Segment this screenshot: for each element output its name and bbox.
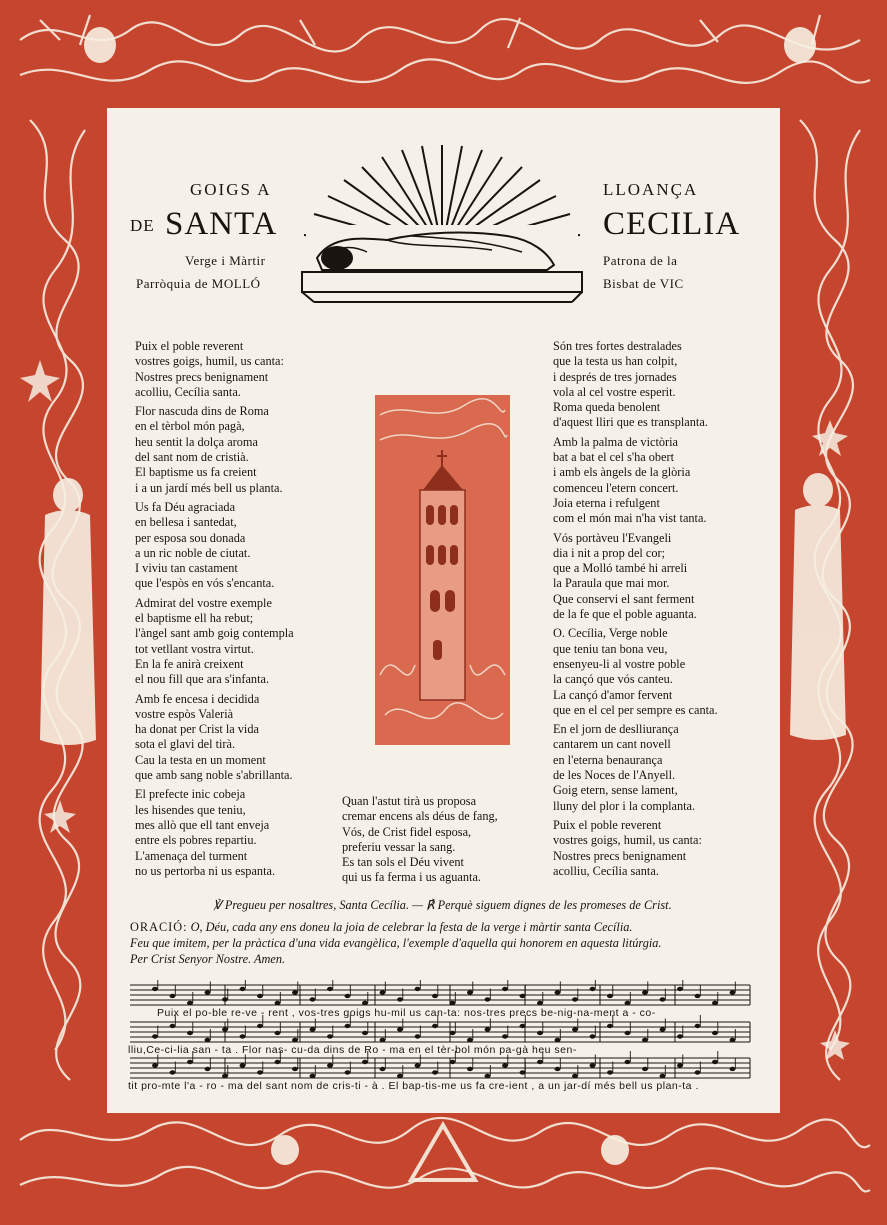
- note-head: [502, 1063, 508, 1067]
- note-head: [310, 997, 316, 1001]
- verse-line: Joia eterna i refulgent: [553, 495, 660, 510]
- verse-line: cantarem un cant novell: [553, 737, 671, 752]
- verse-line: Quan l'astut tirà us proposa: [342, 794, 477, 808]
- verse-line: Que conservi el sant ferment: [553, 591, 695, 606]
- note-head: [152, 1034, 158, 1038]
- note-head: [240, 1063, 246, 1067]
- subtitle-parroquia: Parròquia de MOLLÓ: [136, 276, 261, 291]
- note-head: [572, 1027, 578, 1031]
- note-head: [695, 994, 701, 998]
- verse-line: Vós portàveu l'Evangeli: [553, 530, 672, 545]
- note-head: [555, 990, 561, 994]
- note-head: [642, 1038, 648, 1042]
- verse-line: que la testa us han colpit,: [553, 354, 678, 369]
- verse-line: en bellesa i santedat,: [135, 515, 237, 530]
- title-de: DE: [130, 216, 155, 235]
- verse-line: que amb sang noble s'abrillanta.: [135, 768, 293, 783]
- note-head: [537, 1060, 543, 1064]
- verse-line: que a Molló també hi arreli: [553, 561, 688, 576]
- verse-line: heu sentit la dolça aroma: [135, 434, 258, 449]
- note-head: [187, 1031, 193, 1035]
- verse-line: Vós, de Crist fidel esposa,: [342, 824, 472, 839]
- verse-line: que teniu tan bona veu,: [553, 641, 668, 656]
- stanza: [553, 531, 718, 623]
- note-head: [555, 1038, 561, 1042]
- note-head: [362, 1001, 368, 1005]
- verse-line: Amb fe encesa i decidida: [135, 691, 260, 706]
- verse-line: del sant nom de cristià.: [135, 450, 249, 465]
- note-head: [310, 1074, 316, 1078]
- note-head: [467, 1067, 473, 1071]
- verse-line: Admirat del vostre exemple: [135, 595, 272, 610]
- title-santa: SANTA: [165, 206, 278, 242]
- verse-line: preferiu vessar la sang.: [342, 839, 456, 854]
- note-head: [537, 1001, 543, 1005]
- note-head: [152, 1063, 158, 1067]
- verse-line: i després de tres jornades: [553, 369, 677, 384]
- subtitle-verge: Verge i Màrtir: [185, 253, 266, 268]
- verse-line: acolliu, Cecília santa.: [553, 863, 659, 878]
- verse-line: Amb la palma de victòria: [553, 434, 678, 449]
- oracio-label: ORACIÓ:: [130, 920, 188, 934]
- oracio-text1: O, Déu, cada any ens doneu la joia de celebrar la festa de la verge i màrtir santa Cecília.: [190, 920, 633, 934]
- note-head: [257, 1024, 263, 1028]
- verse-line: sota el glavi del tirà.: [135, 737, 236, 752]
- note-head: [467, 990, 473, 994]
- note-head: [292, 990, 298, 994]
- stanza: [135, 500, 294, 592]
- note-head: [205, 990, 211, 994]
- verse-line: El baptisme us fa creient: [135, 465, 257, 480]
- prayer-block: [130, 897, 755, 967]
- note-head: [170, 994, 176, 998]
- note-head: [327, 1063, 333, 1067]
- title-lloanca: LLOANÇA: [603, 180, 699, 199]
- verse-line: el nou fill que ara s'infanta.: [135, 672, 270, 687]
- note-head: [362, 1060, 368, 1064]
- verse-line: vostre espòs Valerià: [135, 706, 234, 721]
- note-head: [397, 1027, 403, 1031]
- note-head: [572, 997, 578, 1001]
- note-head: [660, 1074, 666, 1078]
- verse-line: Es tan sols el Déu vivent: [342, 855, 464, 870]
- stanza: [135, 596, 294, 688]
- note-head: [380, 1038, 386, 1042]
- middle-stanza: [342, 794, 498, 890]
- verse-line: l'àngel sant amb goig contempla: [135, 626, 294, 641]
- note-head: [432, 1024, 438, 1028]
- note-head: [730, 1067, 736, 1071]
- verse-line: de les Noces de l'Anyell.: [553, 768, 676, 783]
- note-head: [485, 1074, 491, 1078]
- note-head: [485, 1027, 491, 1031]
- verse-line: Flor nascuda dins de Roma: [135, 404, 269, 419]
- verse-line: Roma queda benolent: [553, 400, 661, 415]
- note-head: [292, 1067, 298, 1071]
- verse-line: La cançó d'amor fervent: [553, 687, 673, 702]
- stanza: [553, 339, 718, 431]
- verse-line: vostres goigs, humil, us canta:: [553, 833, 702, 848]
- note-head: [642, 1067, 648, 1071]
- note-head: [187, 1001, 193, 1005]
- verse-line: Us fa Déu agraciada: [135, 499, 236, 514]
- verse-line: El prefecte inic cobeja: [135, 787, 246, 802]
- note-head: [730, 1038, 736, 1042]
- note-head: [485, 997, 491, 1001]
- note-head: [625, 1001, 631, 1005]
- note-head: [380, 1067, 386, 1071]
- stanza: [135, 787, 294, 879]
- note-head: [152, 987, 158, 991]
- note-head: [590, 1063, 596, 1067]
- note-head: [537, 1031, 543, 1035]
- note-head: [310, 1027, 316, 1031]
- note-head: [205, 1038, 211, 1042]
- verse-line: vola al cel vostre esperit.: [553, 384, 676, 399]
- left-stanzas: [135, 339, 294, 883]
- verse-line: dia i nit a prop del cor;: [553, 545, 666, 560]
- stanza: [553, 435, 718, 527]
- title-goigs-a: GOIGS A: [190, 180, 272, 199]
- verse-line: d'aquest lliri que es transplanta.: [553, 415, 708, 430]
- subtitle-bisbat: Bisbat de VIC: [603, 276, 684, 291]
- note-head: [362, 1031, 368, 1035]
- verse-line: les hisendes que teniu,: [135, 802, 246, 817]
- note-head: [292, 1038, 298, 1042]
- verse-line: mes allò que ell tant enveja: [135, 817, 270, 832]
- verse-line: que l'espòs en vós s'encanta.: [135, 576, 275, 591]
- note-head: [432, 994, 438, 998]
- note-head: [467, 1038, 473, 1042]
- verse-line: acolliu, Cecília santa.: [135, 384, 241, 399]
- note-head: [695, 1024, 701, 1028]
- verse-line: entre els pobres repartiu.: [135, 833, 257, 848]
- note-head: [642, 990, 648, 994]
- verse-line: Nostres precs benignament: [553, 848, 687, 863]
- stanza: [135, 404, 294, 496]
- stanza: [342, 794, 498, 886]
- verse-line: Puix el poble reverent: [553, 817, 662, 832]
- note-head: [625, 1031, 631, 1035]
- verse-line: no us pertorba ni us espanta.: [135, 863, 276, 878]
- note-head: [712, 1001, 718, 1005]
- note-head: [415, 987, 421, 991]
- verse-line: bat a bat el cel s'ha obert: [553, 450, 675, 465]
- lyrics-line1: Puix el po-ble re-ve - rent , vos-tres goigs hu-mil us can-ta: nos-tres precs be-nig-na-ment a - co-: [157, 1007, 656, 1019]
- verse-line: i amb els àngels de la glòria: [553, 465, 691, 480]
- saint-cecilia-woodcut: [292, 140, 592, 315]
- note-head: [275, 1060, 281, 1064]
- note-head: [240, 1034, 246, 1038]
- verse-line: a un ric noble de ciutat.: [135, 545, 251, 560]
- verse-line: que en el cel per sempre es canta.: [553, 702, 718, 717]
- note-head: [432, 1070, 438, 1074]
- note-head: [170, 1024, 176, 1028]
- oracio-text3: Per Crist Senyor Nostre. Amen.: [130, 952, 286, 966]
- note-head: [327, 1034, 333, 1038]
- music-score: [125, 980, 755, 1095]
- note-head: [572, 1074, 578, 1078]
- verse-line: Són tres fortes destralades: [553, 339, 682, 353]
- verse-line: lluny del plor i la complanta.: [553, 798, 696, 813]
- verse-line: el baptisme ell ha rebut;: [135, 611, 254, 626]
- note-head: [607, 1024, 613, 1028]
- verse-line: cremar encens als déus de fang,: [342, 809, 498, 824]
- note-head: [415, 1034, 421, 1038]
- verse-line: ha donat per Crist la vida: [135, 722, 259, 737]
- note-head: [607, 1070, 613, 1074]
- note-head: [380, 990, 386, 994]
- note-head: [555, 1067, 561, 1071]
- note-head: [345, 994, 351, 998]
- stanza: [135, 339, 294, 400]
- note-head: [590, 987, 596, 991]
- verse-line: Nostres precs benignament: [135, 369, 269, 384]
- note-head: [660, 1027, 666, 1031]
- verse-line: Puix el poble reverent: [135, 339, 244, 353]
- lyrics-line2: lliu,Ce-ci-lia san - ta . Flor nas- cu-da dins de Ro - ma en el tèr-bol món pa-gà heu sen-: [128, 1044, 577, 1056]
- verse-line: En el jorn de deslliurança: [553, 722, 679, 737]
- subtitle-patrona: Patrona de la: [603, 253, 678, 268]
- stanza: [553, 818, 718, 879]
- note-head: [187, 1060, 193, 1064]
- verse-line: en l'eterna benaurança: [553, 752, 663, 767]
- note-head: [590, 1034, 596, 1038]
- verse-line: Goig etern, sense lament,: [553, 783, 678, 798]
- verse-line: la cançó que vós canteu.: [553, 672, 673, 687]
- note-head: [730, 990, 736, 994]
- note-head: [502, 1034, 508, 1038]
- note-head: [677, 1034, 683, 1038]
- note-head: [257, 1070, 263, 1074]
- stanza: [553, 722, 718, 814]
- note-head: [625, 1060, 631, 1064]
- verse-line: com el món mai n'ha vist tanta.: [553, 511, 707, 526]
- versicle: ℣ Pregueu per nosaltres, Santa Cecília. — ℟ Perquè siguem dignes de les promeses de Crist.: [213, 898, 672, 912]
- note-head: [275, 1031, 281, 1035]
- verse-line: en el tèrbol món pagà,: [135, 419, 245, 434]
- note-head: [240, 987, 246, 991]
- verse-line: En la fe anirà creixent: [135, 656, 244, 671]
- note-head: [345, 1070, 351, 1074]
- note-head: [275, 1001, 281, 1005]
- note-head: [712, 1031, 718, 1035]
- note-head: [695, 1070, 701, 1074]
- verse-line: Cau la testa en un moment: [135, 752, 266, 767]
- note-head: [607, 994, 613, 998]
- verse-line: L'amenaça del turment: [135, 848, 248, 863]
- note-head: [677, 1063, 683, 1067]
- verse-line: per esposa sou donada: [135, 530, 246, 545]
- verse-line: qui us fa ferma i us aguanta.: [342, 870, 481, 885]
- title-cecilia: CECILIA: [603, 206, 741, 242]
- note-head: [397, 1074, 403, 1078]
- verse-line: I viviu tan castament: [135, 561, 238, 576]
- oracio-line1: [130, 919, 755, 935]
- note-head: [170, 1070, 176, 1074]
- note-head: [257, 994, 263, 998]
- bell-tower-woodcut: [375, 395, 510, 745]
- verse-line: comenceu l'etern concert.: [553, 480, 679, 495]
- note-head: [205, 1067, 211, 1071]
- note-head: [345, 1024, 351, 1028]
- verse-line: tot vetllant vostra virtut.: [135, 641, 254, 656]
- verse-line: vostres goigs, humil, us canta:: [135, 354, 284, 369]
- note-head: [397, 997, 403, 1001]
- stanza: [553, 626, 718, 718]
- stanza: [135, 692, 294, 784]
- verse-line: de la fe que el poble aguanta.: [553, 607, 697, 622]
- lyrics-line3: tit pro-mte l'a - ro - ma del sant nom de cris-ti - à . El bap-tis-me us fa cre-ient , a un jar-dí més bell us plan-ta .: [128, 1080, 699, 1092]
- verse-line: i a un jardí més bell us planta.: [135, 480, 283, 495]
- right-stanzas: [553, 339, 718, 883]
- verse-line: la Paraula que mai mor.: [553, 576, 670, 591]
- oracio-text2: Feu que imitem, per la pràctica d'una vida evangèlica, l'exemple d'aquella qui honorem en aquesta litúrgia.: [130, 936, 662, 950]
- verse-line: O. Cecília, Verge noble: [553, 626, 668, 641]
- note-head: [677, 987, 683, 991]
- note-head: [712, 1060, 718, 1064]
- note-head: [415, 1063, 421, 1067]
- note-head: [327, 987, 333, 991]
- note-head: [502, 987, 508, 991]
- note-head: [660, 997, 666, 1001]
- verse-line: ensenyeu-li al vostre poble: [553, 656, 686, 671]
